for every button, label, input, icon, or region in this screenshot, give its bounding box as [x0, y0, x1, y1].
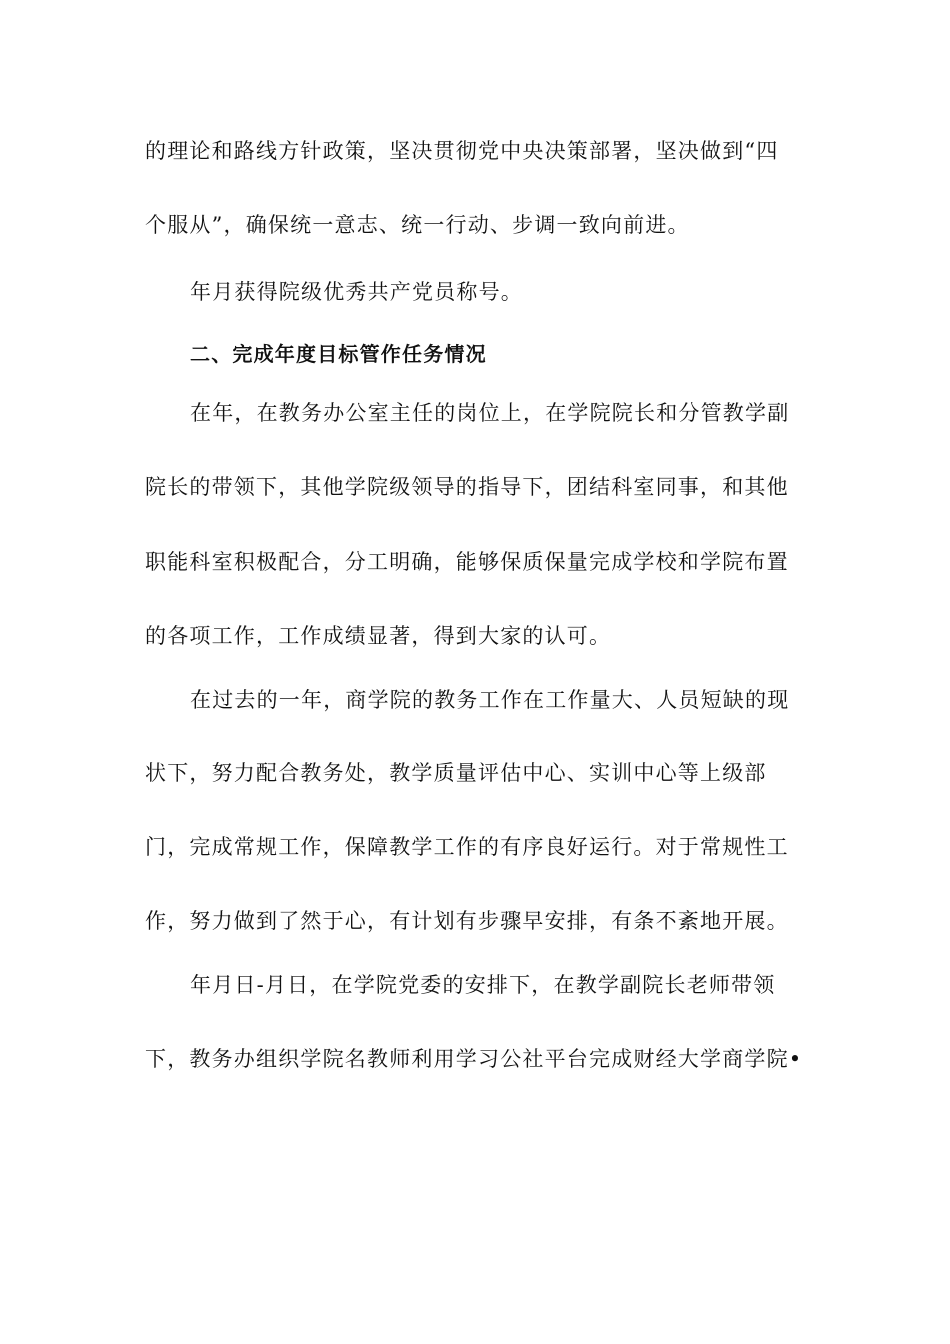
paragraph-line: 作，努力做到了然于心，有计划有步骤早安排，有条不紊地开展。: [145, 909, 789, 933]
paragraph-line: 的各项工作，工作成绩显著，得到大家的认可。: [145, 624, 612, 648]
paragraph-line: 在过去的一年，商学院的教务工作在工作量大、人员短缺的现: [190, 688, 790, 712]
paragraph-line: 年月获得院级优秀共产党员称号。: [190, 280, 523, 304]
paragraph-line: 的理论和路线方针政策，坚决贯彻党中央决策部署，坚决做到“四: [145, 139, 779, 163]
paragraph-line: 个服从”，确保统一意志、统一行动、步调一致向前进。: [145, 213, 690, 237]
paragraph-line: 院长的带领下，其他学院级领导的指导下，团结科室同事，和其他: [145, 475, 789, 499]
paragraph-line: 下，教务办组织学院名教师利用学习公社平台完成财经大学商学院•: [145, 1047, 803, 1071]
paragraph-line: 在年，在教务办公室主任的岗位上，在学院院长和分管教学副: [190, 401, 790, 425]
paragraph-line: 年月日-月日，在学院党委的安排下，在教学副院长老师带领: [190, 973, 776, 997]
paragraph-line: 职能科室积极配合，分工明确，能够保质保量完成学校和学院布置: [145, 550, 789, 574]
paragraph-line: 状下，努力配合教务处，教学质量评估中心、实训中心等上级部: [145, 761, 767, 785]
section-heading: 二、完成年度目标管作任务情况: [190, 342, 487, 366]
paragraph-line: 门，完成常规工作，保障教学工作的有序良好运行。对于常规性工: [145, 835, 789, 859]
